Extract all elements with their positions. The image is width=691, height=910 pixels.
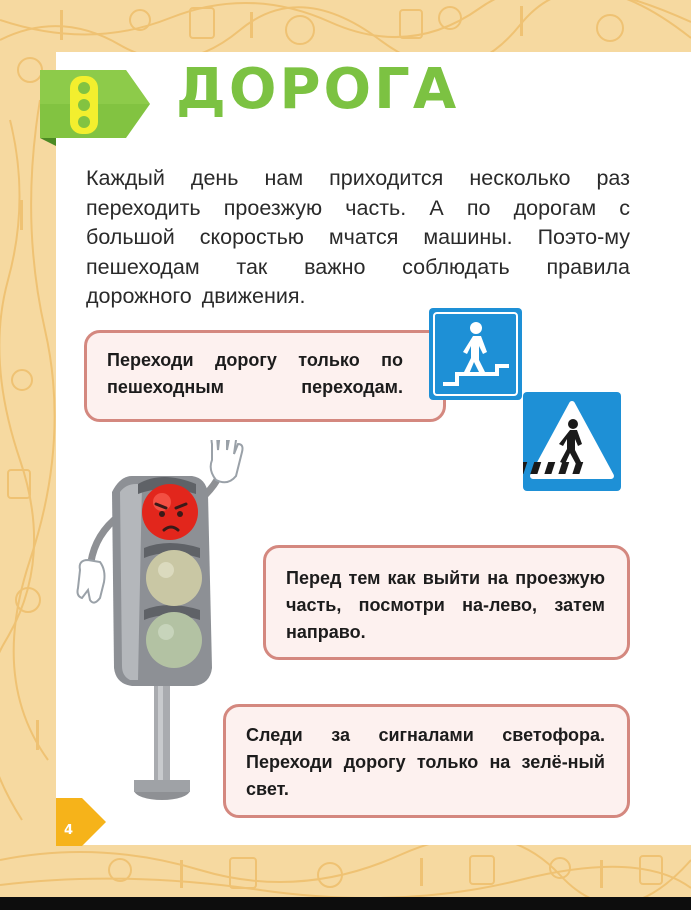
traffic-light-chapter-icon — [34, 66, 154, 146]
underground-crossing-sign-icon — [429, 308, 522, 400]
traffic-light-character-illustration — [72, 440, 252, 840]
intro-paragraph: Каждый день нам приходится несколько раз переходить проезжую часть. А по дорогам с большой скоростью мчатся машины. Поэто-му пешеходам так важно соблюдать правила дорожного движения. — [86, 166, 630, 308]
page-title: ДОРОГА — [176, 57, 460, 122]
rule-box-crossing — [84, 330, 446, 422]
rule-text: Переходи дорогу только по пешеходным переходам. — [107, 350, 403, 397]
rule-text: Следи за сигналами светофора. Переходи дорогу только на зелё-ный свет. — [246, 725, 605, 799]
page-number-corner — [56, 798, 106, 846]
page-number: 4 — [64, 823, 74, 838]
rule-box-traffic-signals — [223, 704, 630, 818]
rule-text: Перед тем как выйти на проезжую часть, посмотри на-лево, затем направо. — [286, 568, 605, 642]
rule-box-look-both-ways — [263, 545, 630, 660]
pedestrian-crossing-sign-icon — [523, 392, 621, 491]
bottom-edge-strip — [0, 897, 691, 910]
